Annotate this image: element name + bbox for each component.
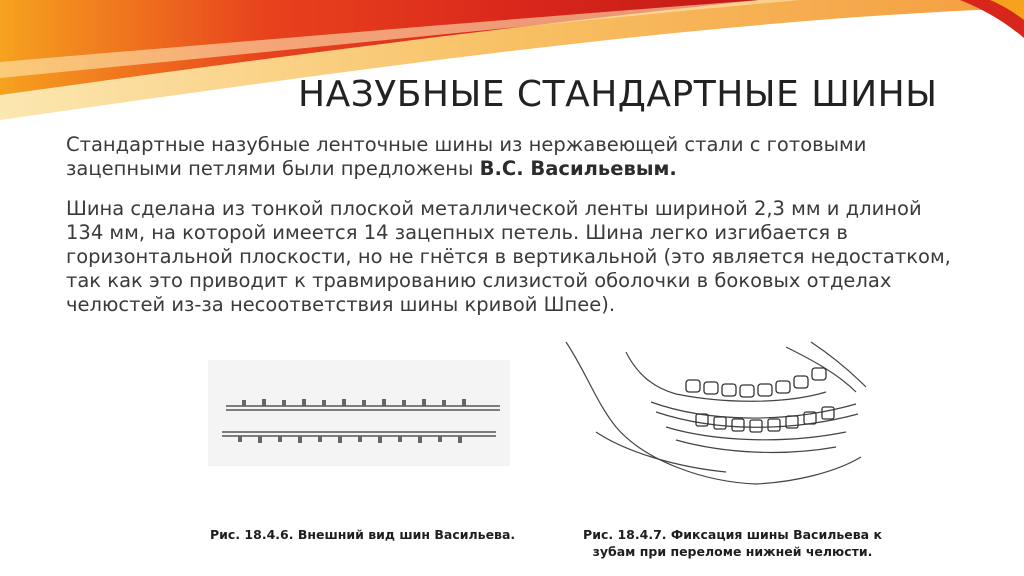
slide-title: НАЗУБНЫЕ СТАНДАРТНЫЕ ШИНЫ	[298, 74, 938, 115]
jaw-fixation-figure	[556, 332, 874, 492]
paragraph-intro	[66, 133, 986, 181]
paragraph-description: Шина сделана из тонкой плоской металлической ленты шириной 2,3 мм и длиной 134 мм, на которой имеется 14 зацепных петель. Шина легко изгибается в горизонтальной плоскости, но не гнётся в вертикальной (это является недостатком, так как это приводит к травмированию слизистой оболочки в боковых отделах челюстей из-за несоответствия шины кривой Шпее).	[66, 197, 951, 316]
splint-appearance-figure	[208, 360, 510, 466]
figure-caption-2	[560, 526, 905, 560]
paragraph-intro-text: Стандартные назубные ленточные шины из нержавеющей стали с готовыми зацепными петлями были предложены	[66, 133, 867, 180]
figure-caption-1: Рис. 18.4.6. Внешний вид шин Васильева.	[210, 527, 516, 542]
author-name: В.С. Васильевым.	[479, 157, 677, 180]
figure-caption-2-line2: зубам при переломе нижней челюсти.	[592, 544, 873, 559]
figure-caption-2-line1: Рис. 18.4.7. Фиксация шины Васильева к	[583, 527, 882, 542]
